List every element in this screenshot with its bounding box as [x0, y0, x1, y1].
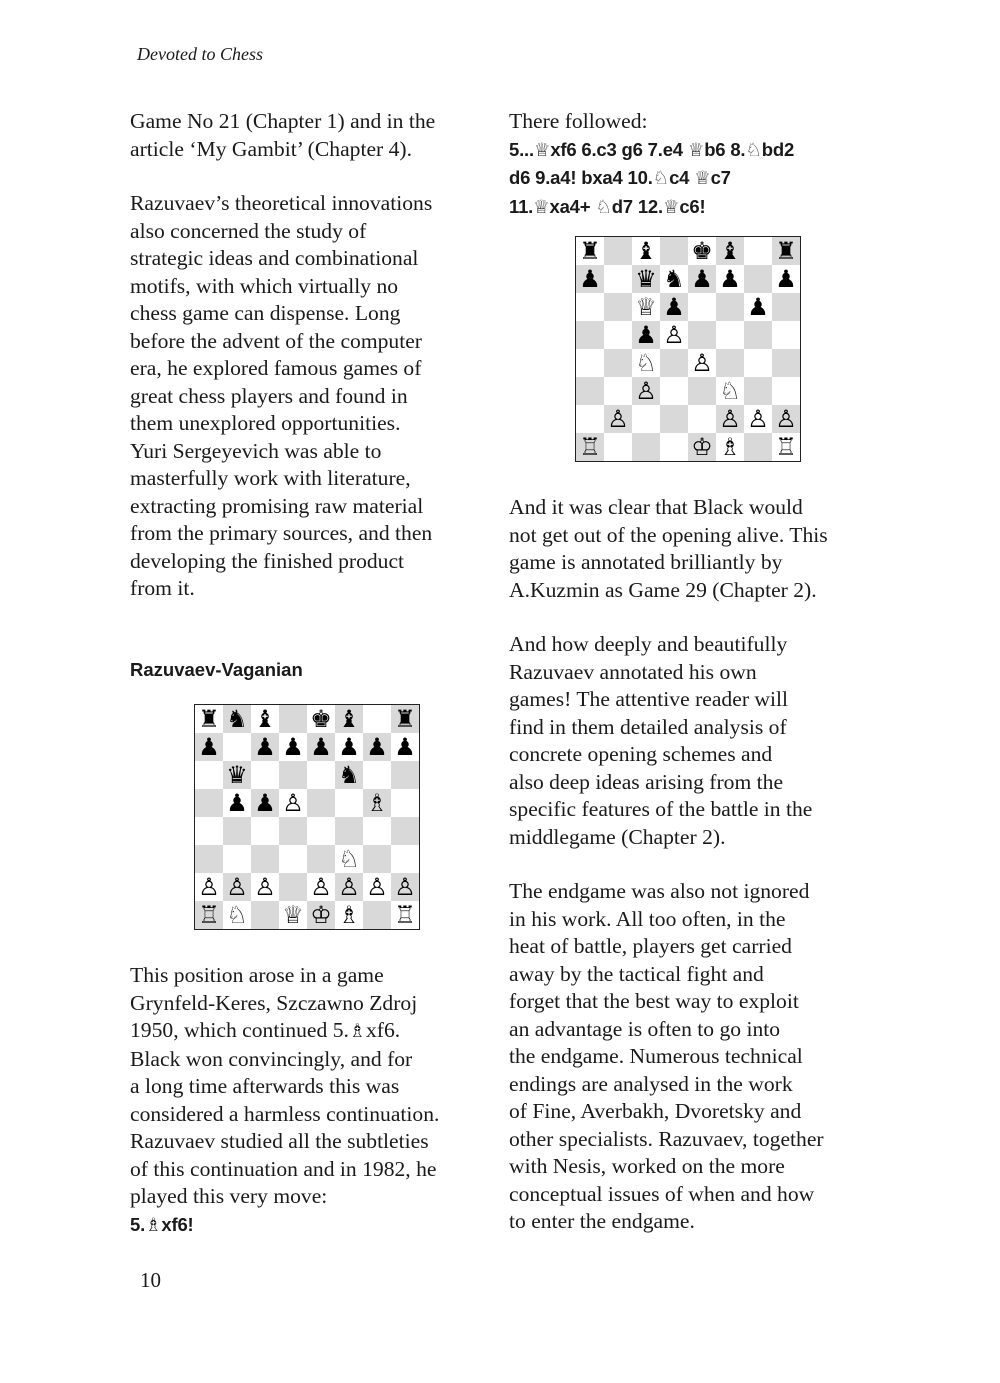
board-square — [223, 789, 251, 817]
board-square — [744, 321, 772, 349]
board-square — [688, 265, 716, 293]
board-square — [195, 873, 223, 901]
board-square — [279, 705, 307, 733]
board-square — [716, 265, 744, 293]
board-square — [307, 761, 335, 789]
running-head: Devoted to Chess — [137, 44, 263, 64]
board-square — [391, 873, 419, 901]
page-number: 10 — [140, 1268, 161, 1292]
knight-figurine-icon: ♘ — [595, 196, 612, 218]
board-square — [279, 789, 307, 817]
white-knight-icon: ♘ — [226, 901, 248, 929]
board-square — [688, 405, 716, 433]
board-square — [632, 237, 660, 265]
board-square — [576, 237, 604, 265]
black-pawn-icon: ♟ — [691, 265, 713, 293]
board-square — [195, 901, 223, 929]
board-square — [772, 405, 800, 433]
board-square — [744, 237, 772, 265]
black-pawn-icon: ♟ — [282, 733, 304, 761]
board-square — [335, 817, 363, 845]
board-square — [576, 405, 604, 433]
board-square — [335, 873, 363, 901]
black-pawn-icon: ♟ — [310, 733, 332, 761]
board-square — [632, 321, 660, 349]
black-rook-icon: ♜ — [579, 237, 601, 265]
black-queen-icon: ♛ — [635, 265, 657, 293]
black-pawn-icon: ♟ — [338, 733, 360, 761]
bishop-figurine-icon: ♗ — [348, 1020, 366, 1042]
board-square — [576, 293, 604, 321]
board-square — [363, 901, 391, 929]
left-column — [130, 108, 500, 681]
board-square — [391, 789, 419, 817]
board-square — [688, 349, 716, 377]
right-paragraph-3: And how deeply and beautifully Razuvaev annotated his own games! The attentive reader will find in them detailed analysis of concrete opening schemes and also deep ideas arising from the specific features of the battle in the middlegame (Chapter 2). — [509, 632, 813, 849]
white-pawn-icon: ♙ — [282, 789, 304, 817]
board-square — [660, 377, 688, 405]
board-square — [279, 873, 307, 901]
move-sequence — [509, 136, 879, 222]
queen-figurine-icon: ♕ — [694, 168, 711, 189]
board-square — [223, 901, 251, 929]
board-square — [391, 901, 419, 929]
black-knight-icon: ♞ — [338, 761, 360, 789]
board-square — [716, 237, 744, 265]
board-square — [335, 705, 363, 733]
board-square — [688, 237, 716, 265]
board-square — [688, 321, 716, 349]
board-square — [660, 321, 688, 349]
board-square — [576, 265, 604, 293]
white-king-icon: ♔ — [691, 433, 713, 461]
white-king-icon: ♔ — [310, 901, 332, 929]
white-pawn-icon: ♙ — [691, 349, 713, 377]
board-square — [660, 405, 688, 433]
board-square — [363, 733, 391, 761]
board-square — [632, 405, 660, 433]
board-square — [251, 845, 279, 873]
black-pawn-icon: ♟ — [719, 265, 741, 293]
board-square — [772, 293, 800, 321]
board-square — [604, 405, 632, 433]
board-square — [391, 817, 419, 845]
white-pawn-icon: ♙ — [607, 405, 629, 433]
queen-figurine-icon: ♕ — [533, 196, 550, 218]
board-square — [251, 733, 279, 761]
board-square — [335, 845, 363, 873]
move-line-2: d6 9.a4! bxa4 10.♘c4 ♕c7 — [509, 167, 731, 189]
board-square — [604, 433, 632, 461]
white-bishop-icon: ♗ — [338, 901, 360, 929]
black-knight-icon: ♞ — [226, 705, 248, 733]
white-bishop-icon: ♗ — [719, 433, 741, 461]
board-square — [604, 237, 632, 265]
board-square — [251, 761, 279, 789]
board-square — [772, 349, 800, 377]
board-square — [251, 705, 279, 733]
board-square — [195, 705, 223, 733]
white-pawn-icon: ♙ — [254, 873, 276, 901]
board-square — [391, 733, 419, 761]
board-square — [688, 377, 716, 405]
board-square — [688, 293, 716, 321]
board-square — [632, 293, 660, 321]
board-square — [335, 761, 363, 789]
white-knight-icon: ♘ — [719, 377, 741, 405]
board-square — [772, 377, 800, 405]
board-square — [716, 321, 744, 349]
board-square — [772, 321, 800, 349]
black-rook-icon: ♜ — [198, 705, 220, 733]
board-square — [335, 733, 363, 761]
board-square — [307, 705, 335, 733]
white-pawn-icon: ♙ — [198, 873, 220, 901]
black-pawn-icon: ♟ — [394, 733, 416, 761]
black-king-icon: ♚ — [691, 237, 713, 265]
board-square — [744, 349, 772, 377]
black-rook-icon: ♜ — [394, 705, 416, 733]
right-paragraph-4: The endgame was also not ignored in his work. All too often, in the heat of battle, players get carried away by the tactical fight and forget that the best way to exploit an advantage is often to go into the endgame. Numerous technical endings are analysed in the work of Fine, Averbakh, Dvoretsky and other specialists. Razuvaev, together with Nesis, worked on the more conceptual issues of when and how to enter the endgame. — [509, 879, 824, 1233]
black-pawn-icon: ♟ — [366, 733, 388, 761]
board-square — [223, 873, 251, 901]
knight-figurine-icon: ♘ — [652, 168, 670, 189]
left-paragraph-2: Razuvaev’s theoretical innovations also concerned the study of strategic ideas and combinational motifs, with which virtually no chess game can dispense. Long before the advent of the computer era, he explored famous games of great chess players and found in them unexplored opportunities. Yuri Sergeyevich was able to masterfully work with literature, extracting promising raw material from the primary sources, and then developing the finished product from it. — [130, 191, 433, 600]
board-square — [363, 817, 391, 845]
board-square — [688, 433, 716, 461]
board-square — [307, 789, 335, 817]
board-square — [223, 845, 251, 873]
board-square — [716, 293, 744, 321]
board-square — [195, 845, 223, 873]
black-rook-icon: ♜ — [775, 237, 797, 265]
white-pawn-icon: ♙ — [366, 873, 388, 901]
board-square — [391, 845, 419, 873]
board-square — [363, 789, 391, 817]
chess-diagram-razuvaev-vaganian — [194, 704, 420, 930]
board-square — [716, 433, 744, 461]
board-square — [251, 901, 279, 929]
board-square — [251, 873, 279, 901]
white-knight-icon: ♘ — [635, 349, 657, 377]
black-knight-icon: ♞ — [663, 265, 685, 293]
board-square — [660, 265, 688, 293]
white-pawn-icon: ♙ — [310, 873, 332, 901]
queen-figurine-icon: ♕ — [533, 139, 551, 161]
queen-figurine-icon: ♕ — [662, 196, 680, 218]
white-bishop-icon: ♗ — [366, 789, 388, 817]
right-column — [509, 108, 879, 221]
board-square — [307, 817, 335, 845]
board-square — [716, 377, 744, 405]
left-column-lower — [130, 962, 500, 1239]
right-column-lower — [509, 494, 879, 1236]
board-square — [632, 377, 660, 405]
board-square — [772, 265, 800, 293]
board-square — [251, 789, 279, 817]
board-square — [772, 237, 800, 265]
board-square — [195, 733, 223, 761]
knight-figurine-icon: ♘ — [745, 139, 762, 161]
board-square — [632, 349, 660, 377]
white-queen-icon: ♕ — [635, 293, 657, 321]
board-square — [604, 377, 632, 405]
board-square — [195, 761, 223, 789]
board-square — [576, 321, 604, 349]
white-pawn-icon: ♙ — [635, 377, 657, 405]
black-bishop-icon: ♝ — [338, 705, 360, 733]
board-square — [744, 405, 772, 433]
key-move: 5.♗xf6! — [130, 1213, 194, 1236]
board-square — [632, 265, 660, 293]
black-pawn-icon: ♟ — [254, 733, 276, 761]
black-pawn-icon: ♟ — [226, 789, 248, 817]
black-pawn-icon: ♟ — [579, 265, 601, 293]
board-square — [391, 761, 419, 789]
move-line-3: 11.♕xa4+ ♘d7 12.♕c6! — [509, 195, 706, 218]
white-rook-icon: ♖ — [579, 433, 601, 461]
right-paragraph-1: There followed: — [509, 109, 648, 133]
board-square — [195, 789, 223, 817]
board-square — [363, 845, 391, 873]
board-square — [716, 349, 744, 377]
black-king-icon: ♚ — [310, 705, 332, 733]
board-square — [391, 705, 419, 733]
board-square — [363, 705, 391, 733]
left-paragraph-1: Game No 21 (Chapter 1) and in the article ‘My Gambit’ (Chapter 4). — [130, 109, 436, 161]
board-square — [604, 349, 632, 377]
board-square — [716, 405, 744, 433]
board-square — [363, 873, 391, 901]
board-square — [632, 433, 660, 461]
board-square — [279, 733, 307, 761]
white-pawn-icon: ♙ — [226, 873, 248, 901]
white-pawn-icon: ♙ — [747, 405, 769, 433]
white-queen-icon: ♕ — [282, 901, 304, 929]
board-square — [660, 293, 688, 321]
board-square — [604, 321, 632, 349]
black-pawn-icon: ♟ — [635, 321, 657, 349]
board-square — [307, 873, 335, 901]
black-pawn-icon: ♟ — [775, 265, 797, 293]
board-square — [279, 901, 307, 929]
white-rook-icon: ♖ — [198, 901, 220, 929]
board-square — [335, 789, 363, 817]
white-pawn-icon: ♙ — [663, 321, 685, 349]
board-square — [660, 237, 688, 265]
board-square — [576, 377, 604, 405]
black-queen-icon: ♛ — [226, 761, 248, 789]
board-square — [307, 733, 335, 761]
black-bishop-icon: ♝ — [719, 237, 741, 265]
black-pawn-icon: ♟ — [198, 733, 220, 761]
board-square — [195, 817, 223, 845]
board-square — [660, 349, 688, 377]
board-square — [363, 761, 391, 789]
left-paragraph-3: This position arose in a game Grynfeld-Keres, Szczawno Zdroj 1950, which continued 5.♗xf6. Black won convincingly, and for a long time afterwards this was considered a harmless continuation. Razuvaev studied all the subtleties of this continuation and in 1982, he played this very move: — [130, 963, 440, 1208]
move-line-1: 5...♕xf6 6.c3 g6 7.e4 ♕b6 8.♘bd2 — [509, 138, 795, 161]
board-square — [307, 845, 335, 873]
board-square — [307, 901, 335, 929]
black-pawn-icon: ♟ — [663, 293, 685, 321]
board-square — [335, 901, 363, 929]
board-square — [223, 761, 251, 789]
board-square — [744, 433, 772, 461]
black-pawn-icon: ♟ — [747, 293, 769, 321]
black-pawn-icon: ♟ — [254, 789, 276, 817]
white-pawn-icon: ♙ — [394, 873, 416, 901]
chess-diagram-after-move-12 — [575, 236, 801, 462]
white-pawn-icon: ♙ — [338, 873, 360, 901]
white-pawn-icon: ♙ — [775, 405, 797, 433]
board-square — [604, 293, 632, 321]
black-bishop-icon: ♝ — [635, 237, 657, 265]
game-heading: Razuvaev-Vaganian — [130, 658, 303, 680]
black-bishop-icon: ♝ — [254, 705, 276, 733]
board-square — [279, 817, 307, 845]
board-square — [279, 761, 307, 789]
white-knight-icon: ♘ — [338, 845, 360, 873]
white-pawn-icon: ♙ — [719, 405, 741, 433]
board-square — [744, 293, 772, 321]
white-rook-icon: ♖ — [775, 433, 797, 461]
board-square — [251, 817, 279, 845]
white-rook-icon: ♖ — [394, 901, 416, 929]
board-square — [279, 845, 307, 873]
board-square — [576, 433, 604, 461]
bishop-figurine-icon: ♗ — [145, 1214, 162, 1236]
queen-figurine-icon: ♕ — [687, 139, 705, 161]
board-square — [223, 817, 251, 845]
board-square — [223, 705, 251, 733]
board-square — [772, 433, 800, 461]
board-square — [223, 733, 251, 761]
board-square — [604, 265, 632, 293]
board-square — [660, 433, 688, 461]
right-paragraph-2: And it was clear that Black would not get out of the opening alive. This game is annotated brilliantly by A.Kuzmin as Game 29 (Chapter 2). — [509, 495, 828, 602]
board-square — [744, 265, 772, 293]
board-square — [576, 349, 604, 377]
board-square — [744, 377, 772, 405]
